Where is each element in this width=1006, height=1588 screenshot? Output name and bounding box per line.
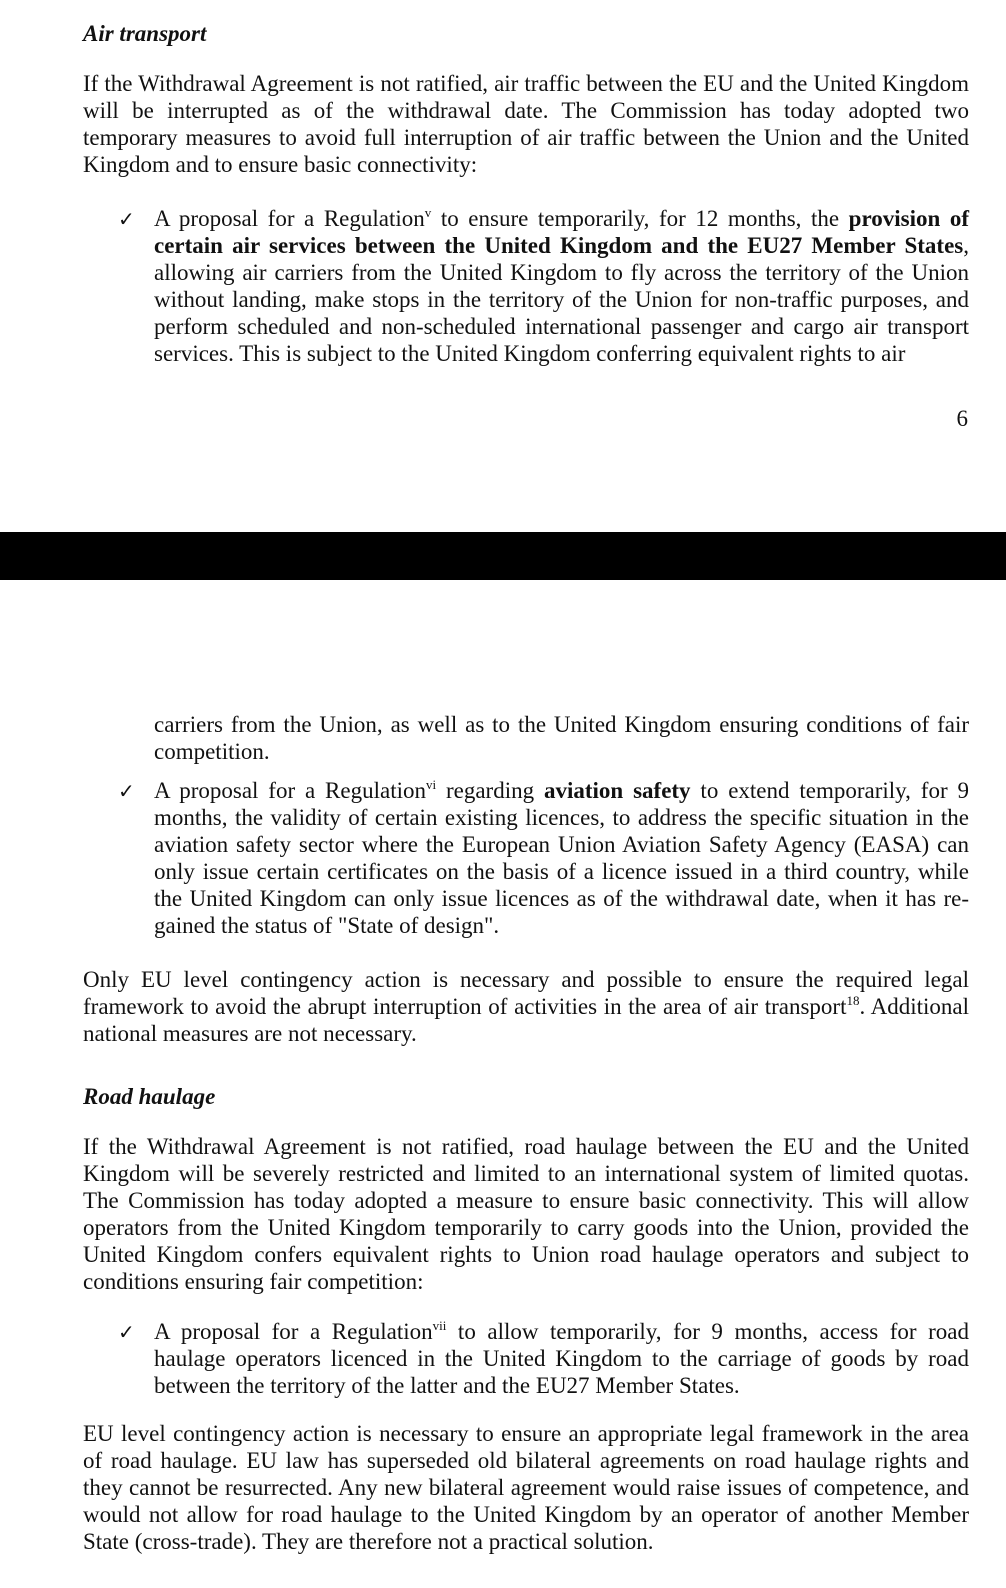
endnote-ref-vi: vi (425, 777, 437, 792)
road-haulage-heading: Road haulage (83, 1084, 216, 1109)
page-break-divider (0, 532, 1006, 580)
footnote-ref-18: 18 (846, 993, 860, 1008)
checkmark-icon: ✓ (118, 207, 135, 231)
page-6 (0, 0, 1006, 532)
air-bullet-1-continuation: carriers from the Union, as well as to the United Kingdom ensuring conditions of fair competition. (154, 712, 969, 764)
checkmark-icon: ✓ (118, 779, 135, 803)
air-bullet-1-emphasis: provision of certain air services between the United Kingdom and the EU27 Member States (154, 206, 969, 258)
road-haulage-intro: If the Withdrawal Agreement is not ratified, road haulage between the EU and the United Kingdom will be severely restricted and limited to an international system of limited quotas. The Commission has today adopted a measure to ensure basic connectivity. This will allow operators from the United Kingdom temporarily to carry goods into the Union, provided the United Kingdom confers equivalent rights to Union road haulage operators and subject to conditions ensuring fair competition: (83, 1134, 969, 1294)
road-haulage-conclusion: EU level contingency action is necessary to ensure an appropriate legal framework in the area of road haulage. EU law has superseded old bilateral agreements on road haulage rights and they cannot be resurrected. Any new bilateral agreement would raise issues of competence, and would not allow for road haulage to the United Kingdom by an operator of another Member State (cross-trade). They are therefore not a practical solution. (83, 1421, 969, 1554)
endnote-ref-v: v (424, 205, 432, 220)
endnote-ref-vii: vii (432, 1318, 447, 1333)
checkmark-icon: ✓ (118, 1320, 135, 1344)
air-transport-intro: If the Withdrawal Agreement is not ratified, air traffic between the EU and the United Kingdom will be interrupted as of the withdrawal date. The Commission has today adopted two temporary measures to avoid full interruption of air traffic between the Union and the United Kingdom and to ensure basic connectivity: (83, 71, 969, 177)
air-bullet-1: A proposal for a Regulation$^v$ to ensure temporarily, for 12 months, the provision of certain air services between the United Kingdom and the EU27 Member States, allowing air carriers from the United Kingdom to fly across the territory of the Union without landing, make stops in the territory of the Union for non-traffic purposes, and perform scheduled and non-scheduled international passenger and cargo air transport services. This is subject to the United Kingdom conferring equivalent rights to air (154, 205, 969, 366)
air-bullet-2: A proposal for a Regulation$^{vi}$ regarding aviation safety to extend temporarily, for 9 months, the validity of certain existing licences, to address the specific situation in the aviation safety sector where the European Union Aviation Safety Agency (EASA) can only issue certain certificates on the basis of a licence issued in a third country, while the United Kingdom can only issue licences as of the withdrawal date, when it has re-gained the status of "State of design". (154, 777, 969, 938)
air-bullet-2-emphasis: aviation safety (543, 778, 691, 803)
page-7 (0, 580, 1006, 1588)
air-transport-heading: Air transport (83, 21, 207, 46)
road-bullet-1: A proposal for a Regulation$^{vii}$ to allow temporarily, for 9 months, access for road haulage operators licenced in the United Kingdom to the carriage of goods by road between the territory of the latter and the EU27 Member States. (154, 1318, 969, 1398)
page-number: 6 (956, 406, 968, 431)
air-transport-conclusion: Only EU level contingency action is necessary and possible to ensure the required legal framework to avoid the abrupt interruption of activities in the area of air transport$^{18}$. Additional national measures are not necessary. (83, 967, 969, 1046)
